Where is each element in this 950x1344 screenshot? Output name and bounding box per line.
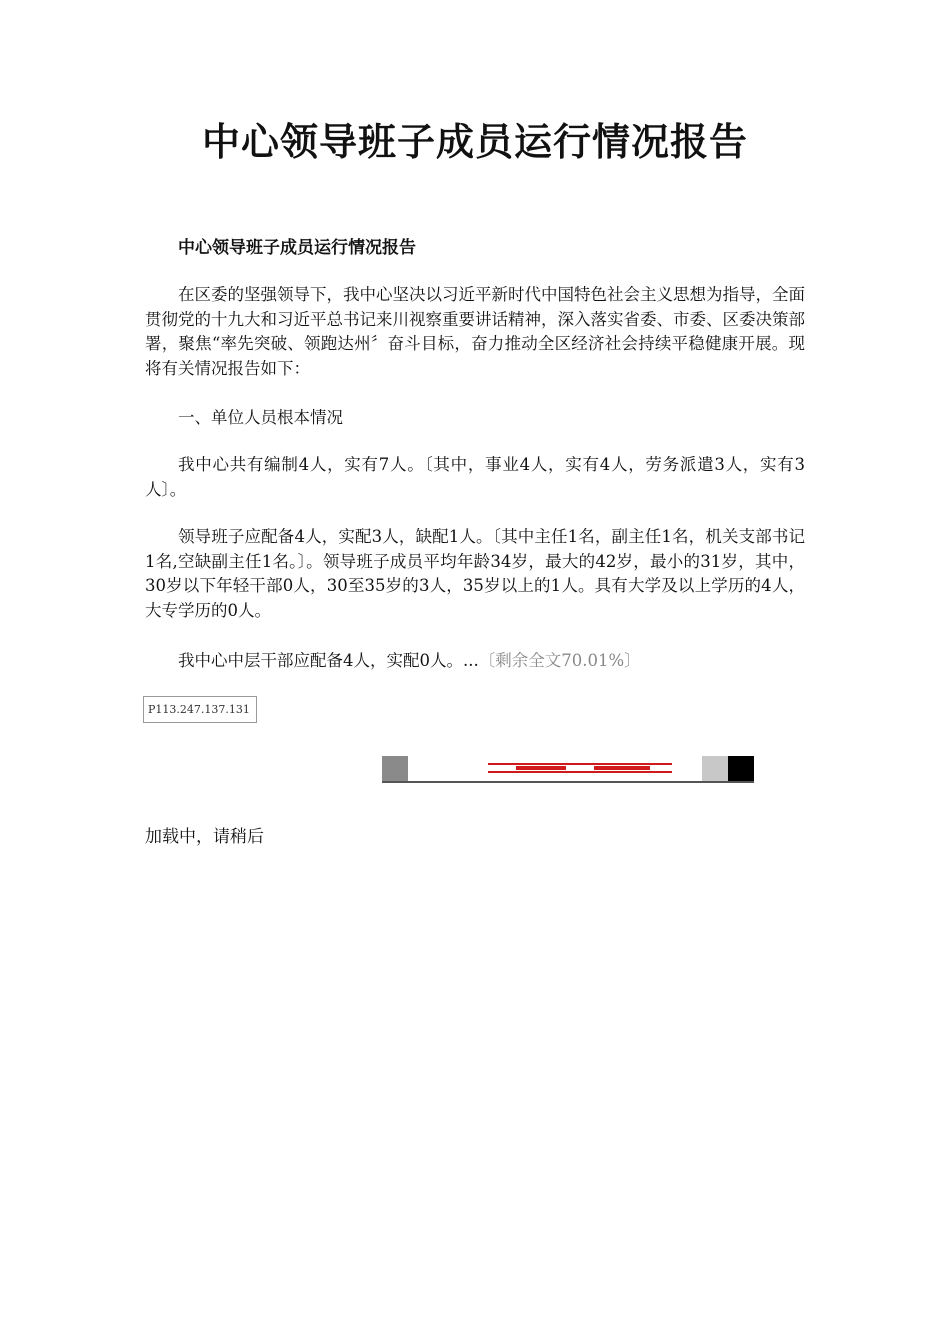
staff-paragraph: 我中心共有编制4人，实有7人。〔其中，事业4人，实有4人，劳务派遣3人，实有3人〕。	[145, 455, 805, 499]
leaders-paragraph: 领导班子应配备4人，实配3人，缺配1人。〔其中主任1名，副主任1名，机关支部书记1名,空缺副主任1名。〕。领导班子成员平均年龄34岁，最大的42岁，最小的31岁，其中，30岁以下年轻干部0人，30至35岁的3人，35岁以上的1人。具有大学及以上学历的4人，大专学历的0人。	[145, 527, 805, 620]
loader-light-segment	[702, 756, 728, 781]
loader-red-line-top	[488, 763, 672, 765]
loader-red-block-left	[516, 766, 566, 770]
loader-red-line-bottom	[488, 771, 672, 773]
remaining-text-link[interactable]: 〔剩余全文70.01%〕	[478, 651, 641, 670]
ip-address-label: P113.247.137.131	[143, 696, 257, 723]
loader-red-block-right	[594, 766, 650, 770]
loader-dark-segment	[728, 756, 754, 781]
loader-track	[408, 756, 702, 781]
intro-paragraph: 在区委的坚强领导下，我中心坚决以习近平新时代中国特色社会主义思想为指导，全面贯彻党的十九大和习近平总书记来川视察重要讲话精神，深入落实省委、市委、区委决策部署，聚焦“率先突破、领跑达州〞奋斗目标，奋力推动全区经济社会持续平稳健康开展。现将有关情况报告如下：	[145, 285, 805, 378]
loader-left-segment	[382, 756, 408, 781]
middle-cadre-text: 我中心中层干部应配备4人，实配0人。...	[178, 651, 479, 670]
page-title: 中心领导班子成员运行情况报告	[201, 120, 748, 164]
middle-cadre-paragraph	[145, 649, 805, 674]
report-heading: 中心领导班子成员运行情况报告	[178, 238, 416, 258]
section-heading-personnel: 一、单位人员根本情况	[178, 408, 343, 427]
loading-message: 加载中，请稍后	[145, 827, 264, 847]
loading-progress-bar	[382, 756, 754, 783]
